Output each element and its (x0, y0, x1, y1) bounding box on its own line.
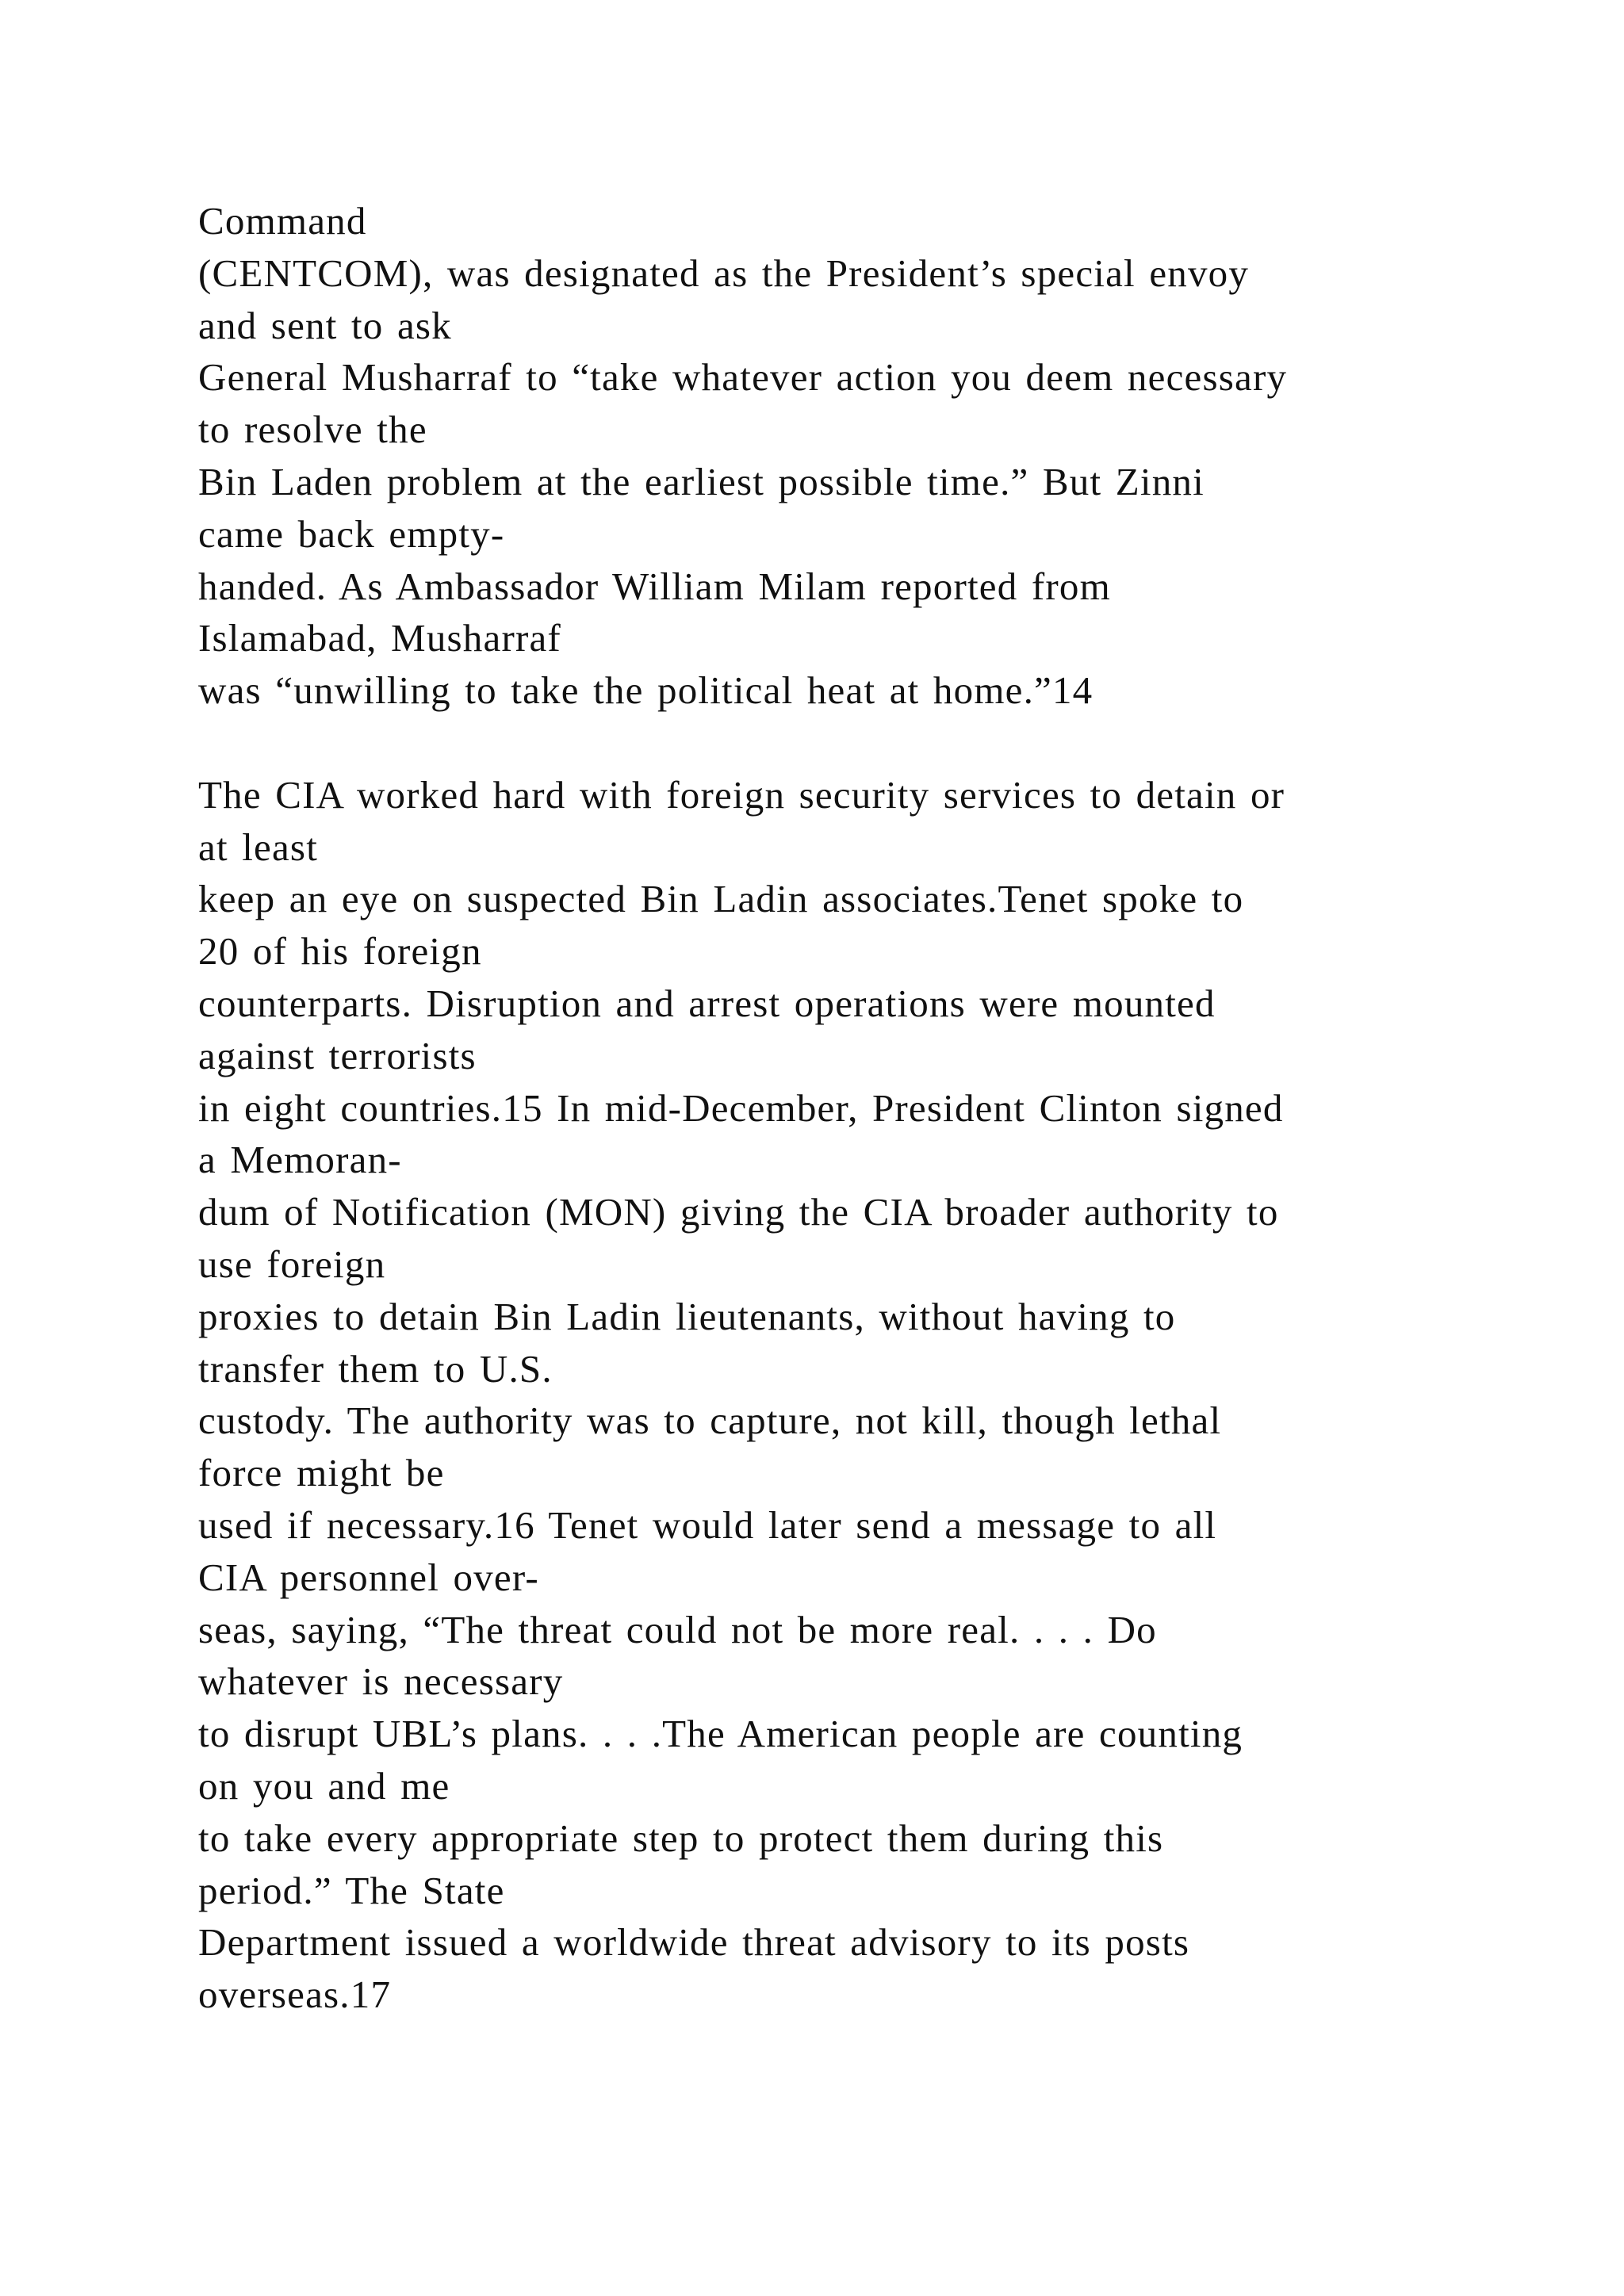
text-line: at least (198, 825, 319, 869)
paragraph-2 (198, 769, 1546, 2021)
text-line: counterparts. Disruption and arrest operations were mounted (198, 981, 1216, 1025)
text-line: in eight countries.15 In mid-December, President Clinton signed (198, 1085, 1284, 1130)
text-line: The CIA worked hard with foreign security services to detain or (198, 772, 1285, 817)
text-line: Bin Laden problem at the earliest possible time.” But Zinni (198, 459, 1205, 503)
text-line: seas, saying, “The threat could not be more real. . . . Do (198, 1607, 1157, 1651)
paragraph-break (198, 717, 1546, 769)
text-line: 20 of his foreign (198, 929, 482, 974)
text-line: (CENTCOM), was designated as the President’s special envoy (198, 251, 1250, 295)
text-line: keep an eye on suspected Bin Ladin associates.Tenet spoke to (198, 877, 1244, 921)
text-line: dum of Notification (MON) giving the CIA broader authority to (198, 1190, 1279, 1234)
text-line: came back empty- (198, 511, 505, 556)
document-body (198, 195, 1546, 2021)
text-line: period.” The State (198, 1868, 505, 1912)
text-line: transfer them to U.S. (198, 1346, 553, 1391)
text-line: to take every appropriate step to protect them during this (198, 1816, 1164, 1860)
text-line: on you and me (198, 1763, 450, 1808)
text-line: whatever is necessary (198, 1659, 564, 1704)
text-line: custody. The authority was to capture, not kill, though lethal (198, 1399, 1222, 1443)
text-line: Islamabad, Musharraf (198, 616, 561, 660)
text-line: Command (198, 199, 367, 243)
text-line: to disrupt UBL’s plans. . . .The American people are counting (198, 1712, 1243, 1756)
text-line: was “unwilling to take the political heat at home.”14 (198, 668, 1094, 713)
text-line: use foreign (198, 1242, 386, 1286)
text-line: used if necessary.16 Tenet would later send a message to all (198, 1502, 1217, 1547)
text-line: force might be (198, 1451, 445, 1495)
text-line: against terrorists (198, 1033, 477, 1077)
text-line: proxies to detain Bin Ladin lieutenants, without having to (198, 1294, 1176, 1338)
text-line: handed. As Ambassador William Milam reported from (198, 564, 1111, 608)
text-line: to resolve the (198, 408, 427, 452)
paragraph-1 (198, 195, 1546, 717)
text-line: overseas.17 (198, 1973, 392, 2017)
text-line: Department issued a worldwide threat advisory to its posts (198, 1920, 1190, 1965)
text-line: a Memoran- (198, 1138, 402, 1182)
text-line: General Musharraf to “take whatever action you deem necessary (198, 355, 1288, 400)
text-line: and sent to ask (198, 303, 452, 347)
text-line: CIA personnel over- (198, 1555, 539, 1599)
